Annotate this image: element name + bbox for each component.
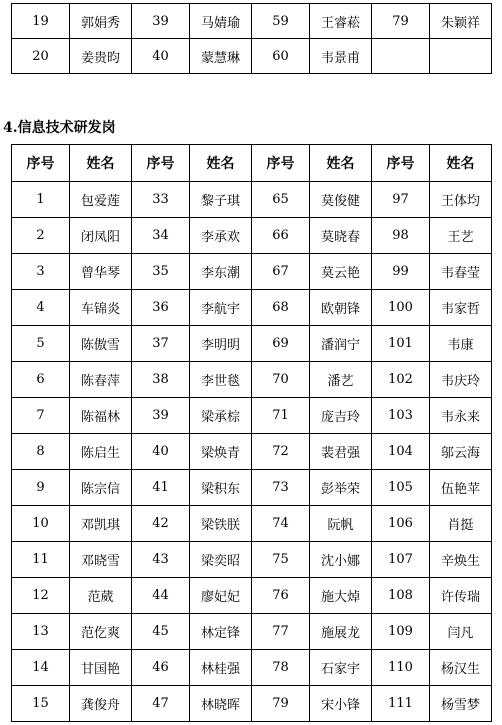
name-cell: 施展龙	[310, 614, 372, 650]
name-cell: 庞吉玲	[310, 398, 372, 434]
index-cell	[372, 39, 430, 74]
name-cell	[430, 39, 492, 74]
top-table-body	[12, 4, 492, 74]
name-cell: 李世毯	[190, 362, 252, 398]
index-cell: 106	[372, 506, 430, 542]
main-table-body	[12, 182, 492, 722]
name-cell: 林定锋	[190, 614, 252, 650]
index-cell: 2	[12, 218, 70, 254]
index-cell: 76	[252, 578, 310, 614]
name-cell: 龚俊舟	[70, 686, 132, 722]
name-cell: 韦庆玲	[430, 362, 492, 398]
index-cell: 99	[372, 254, 430, 290]
name-cell: 车锦炎	[70, 290, 132, 326]
index-cell: 38	[132, 362, 190, 398]
table-row	[12, 290, 492, 326]
index-cell: 69	[252, 326, 310, 362]
name-cell: 许传瑞	[430, 578, 492, 614]
name-cell: 彭举荣	[310, 470, 372, 506]
index-cell: 14	[12, 650, 70, 686]
main-table	[11, 144, 492, 722]
index-cell: 9	[12, 470, 70, 506]
index-cell: 37	[132, 326, 190, 362]
name-cell: 梁积东	[190, 470, 252, 506]
index-cell: 77	[252, 614, 310, 650]
name-cell: 郭娟秀	[70, 4, 132, 39]
index-cell: 111	[372, 686, 430, 722]
name-cell: 李承欢	[190, 218, 252, 254]
table-row	[12, 542, 492, 578]
index-cell: 19	[12, 4, 70, 39]
header-index: 序号	[12, 145, 70, 182]
index-cell: 35	[132, 254, 190, 290]
name-cell: 杨雪梦	[430, 686, 492, 722]
index-cell: 3	[12, 254, 70, 290]
name-cell: 王睿菘	[310, 4, 372, 39]
name-cell: 蒙慧琳	[190, 39, 252, 74]
index-cell: 36	[132, 290, 190, 326]
index-cell: 44	[132, 578, 190, 614]
index-cell: 60	[252, 39, 310, 74]
name-cell: 莫云艳	[310, 254, 372, 290]
index-cell: 79	[372, 4, 430, 39]
index-cell: 79	[252, 686, 310, 722]
index-cell: 72	[252, 434, 310, 470]
index-cell: 7	[12, 398, 70, 434]
name-cell: 邓晓雪	[70, 542, 132, 578]
header-name: 姓名	[70, 145, 132, 182]
index-cell: 70	[252, 362, 310, 398]
name-cell: 裴君强	[310, 434, 372, 470]
name-cell: 辛焕生	[430, 542, 492, 578]
index-cell: 42	[132, 506, 190, 542]
index-cell: 1	[12, 182, 70, 218]
name-cell: 莫晓春	[310, 218, 372, 254]
index-cell: 45	[132, 614, 190, 650]
index-cell: 13	[12, 614, 70, 650]
table-row	[12, 326, 492, 362]
index-cell: 105	[372, 470, 430, 506]
index-cell: 65	[252, 182, 310, 218]
name-cell: 伍艳苹	[430, 470, 492, 506]
table-row	[12, 650, 492, 686]
index-cell: 20	[12, 39, 70, 74]
name-cell: 李明明	[190, 326, 252, 362]
name-cell: 梁焕青	[190, 434, 252, 470]
name-cell: 沈小娜	[310, 542, 372, 578]
name-cell: 梁奕昭	[190, 542, 252, 578]
name-cell: 姜贵昀	[70, 39, 132, 74]
name-cell: 陈启生	[70, 434, 132, 470]
index-cell: 46	[132, 650, 190, 686]
name-cell: 廖妃妃	[190, 578, 252, 614]
index-cell: 98	[372, 218, 430, 254]
table-row	[12, 398, 492, 434]
name-cell: 闫凡	[430, 614, 492, 650]
table-row	[12, 254, 492, 290]
name-cell: 石家宇	[310, 650, 372, 686]
name-cell: 韦景甫	[310, 39, 372, 74]
index-cell: 34	[132, 218, 190, 254]
name-cell: 李东潮	[190, 254, 252, 290]
name-cell: 莫俊健	[310, 182, 372, 218]
name-cell: 包爱莲	[70, 182, 132, 218]
index-cell: 39	[132, 398, 190, 434]
name-cell: 杨汉生	[430, 650, 492, 686]
index-cell: 73	[252, 470, 310, 506]
name-cell: 朱颖祥	[430, 4, 492, 39]
name-cell: 韦春莹	[430, 254, 492, 290]
index-cell: 8	[12, 434, 70, 470]
table-row	[12, 686, 492, 722]
name-cell: 黎子琪	[190, 182, 252, 218]
name-cell: 施大焯	[310, 578, 372, 614]
index-cell: 109	[372, 614, 430, 650]
name-cell: 宋小锋	[310, 686, 372, 722]
index-cell: 40	[132, 39, 190, 74]
index-cell: 41	[132, 470, 190, 506]
table-row	[12, 362, 492, 398]
name-cell: 王体均	[430, 182, 492, 218]
name-cell: 韦永来	[430, 398, 492, 434]
name-cell: 韦家哲	[430, 290, 492, 326]
index-cell: 78	[252, 650, 310, 686]
header-index: 序号	[252, 145, 310, 182]
index-cell: 15	[12, 686, 70, 722]
name-cell: 潘润宁	[310, 326, 372, 362]
name-cell: 阮帆	[310, 506, 372, 542]
header-name: 姓名	[430, 145, 492, 182]
table-row	[12, 4, 492, 39]
table-row	[12, 470, 492, 506]
index-cell: 107	[372, 542, 430, 578]
index-cell: 100	[372, 290, 430, 326]
name-cell: 范葳	[70, 578, 132, 614]
index-cell: 74	[252, 506, 310, 542]
name-cell: 陈福林	[70, 398, 132, 434]
name-cell: 范仡爽	[70, 614, 132, 650]
name-cell: 韦康	[430, 326, 492, 362]
name-cell: 欧朝锋	[310, 290, 372, 326]
index-cell: 103	[372, 398, 430, 434]
index-cell: 5	[12, 326, 70, 362]
name-cell: 曾华琴	[70, 254, 132, 290]
index-cell: 68	[252, 290, 310, 326]
table-row	[12, 434, 492, 470]
index-cell: 6	[12, 362, 70, 398]
index-cell: 71	[252, 398, 310, 434]
name-cell: 潘艺	[310, 362, 372, 398]
name-cell: 梁承棕	[190, 398, 252, 434]
index-cell: 12	[12, 578, 70, 614]
index-cell: 66	[252, 218, 310, 254]
name-cell: 邓凯琪	[70, 506, 132, 542]
top-table	[11, 3, 492, 74]
table-header-row	[12, 145, 492, 182]
index-cell: 59	[252, 4, 310, 39]
table-row	[12, 218, 492, 254]
name-cell: 甘国艳	[70, 650, 132, 686]
index-cell: 67	[252, 254, 310, 290]
table-row	[12, 182, 492, 218]
index-cell: 43	[132, 542, 190, 578]
name-cell: 陈傲雪	[70, 326, 132, 362]
index-cell: 11	[12, 542, 70, 578]
section-title: 4.信息技术研发岗	[3, 120, 116, 136]
name-cell: 梁铁朕	[190, 506, 252, 542]
index-cell: 4	[12, 290, 70, 326]
header-index: 序号	[372, 145, 430, 182]
index-cell: 108	[372, 578, 430, 614]
table-row	[12, 39, 492, 74]
index-cell: 102	[372, 362, 430, 398]
index-cell: 97	[372, 182, 430, 218]
header-name: 姓名	[190, 145, 252, 182]
table-row	[12, 578, 492, 614]
name-cell: 林晓晖	[190, 686, 252, 722]
name-cell: 李航宇	[190, 290, 252, 326]
table-row	[12, 614, 492, 650]
name-cell: 陈春萍	[70, 362, 132, 398]
name-cell: 马婧瑜	[190, 4, 252, 39]
name-cell: 王艺	[430, 218, 492, 254]
name-cell: 闭凤阳	[70, 218, 132, 254]
name-cell: 邬云海	[430, 434, 492, 470]
index-cell: 104	[372, 434, 430, 470]
name-cell: 林桂强	[190, 650, 252, 686]
name-cell: 肖挺	[430, 506, 492, 542]
index-cell: 101	[372, 326, 430, 362]
header-index: 序号	[132, 145, 190, 182]
header-name: 姓名	[310, 145, 372, 182]
index-cell: 47	[132, 686, 190, 722]
table-row	[12, 506, 492, 542]
index-cell: 40	[132, 434, 190, 470]
index-cell: 75	[252, 542, 310, 578]
index-cell: 10	[12, 506, 70, 542]
name-cell: 陈宗信	[70, 470, 132, 506]
index-cell: 110	[372, 650, 430, 686]
index-cell: 39	[132, 4, 190, 39]
index-cell: 33	[132, 182, 190, 218]
